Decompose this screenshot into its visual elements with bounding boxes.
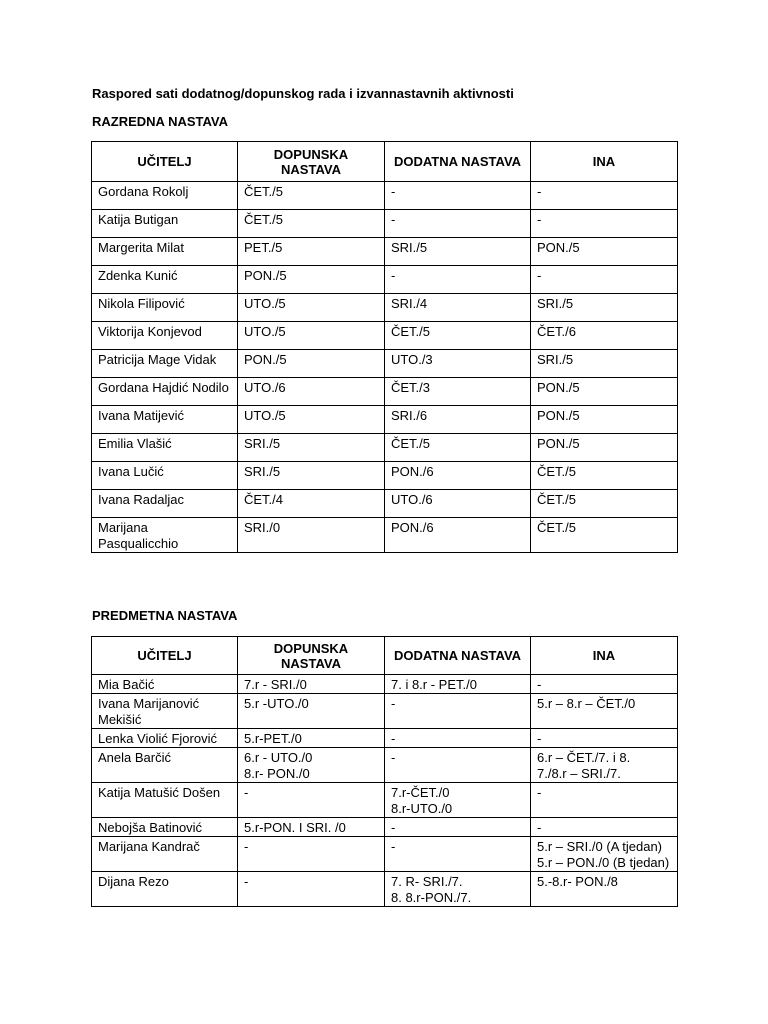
table-body bbox=[92, 675, 678, 907]
cell-dodatna: - bbox=[385, 182, 531, 210]
header-ucitelj: UČITELJ bbox=[92, 142, 238, 182]
section-title-predmetna: PREDMETNA NASTAVA bbox=[92, 608, 238, 623]
cell-ina: - bbox=[531, 266, 678, 294]
cell-ucitelj: Marijana Kandrač bbox=[92, 837, 238, 872]
schedule-table-razredna bbox=[91, 141, 678, 553]
cell-ina: 5.r – SRI./0 (A tjedan) 5.r – PON./0 (B tjedan) bbox=[531, 837, 678, 872]
cell-ina: 6.r – ČET./7. i 8. 7./8.r – SRI./7. bbox=[531, 748, 678, 783]
header-dodatna: DODATNA NASTAVA bbox=[385, 142, 531, 182]
cell-dopunska: ČET./5 bbox=[238, 182, 385, 210]
cell-ucitelj: Ivana Lučić bbox=[92, 462, 238, 490]
cell-dodatna: - bbox=[385, 837, 531, 872]
cell-dopunska: SRI./5 bbox=[238, 434, 385, 462]
table-header-row bbox=[92, 637, 678, 675]
cell-ucitelj: Patricija Mage Vidak bbox=[92, 350, 238, 378]
table-row bbox=[92, 350, 678, 378]
cell-ucitelj: Nikola Filipović bbox=[92, 294, 238, 322]
cell-dodatna: - bbox=[385, 818, 531, 837]
cell-dopunska: UTO./5 bbox=[238, 406, 385, 434]
cell-ina: ČET./5 bbox=[531, 462, 678, 490]
cell-dodatna: ČET./3 bbox=[385, 378, 531, 406]
cell-dopunska: 5.r -UTO./0 bbox=[238, 694, 385, 729]
cell-dopunska: - bbox=[238, 872, 385, 907]
cell-ucitelj: Ivana Matijević bbox=[92, 406, 238, 434]
cell-ucitelj: Gordana Rokolj bbox=[92, 182, 238, 210]
cell-dopunska: PON./5 bbox=[238, 350, 385, 378]
cell-ina: 5.r – 8.r – ČET./0 bbox=[531, 694, 678, 729]
header-dodatna: DODATNA NASTAVA bbox=[385, 637, 531, 675]
cell-ina: - bbox=[531, 675, 678, 694]
cell-ucitelj: Viktorija Konjevod bbox=[92, 322, 238, 350]
cell-ina: - bbox=[531, 783, 678, 818]
cell-ucitelj: Lenka Violić Fjorović bbox=[92, 729, 238, 748]
header-dopunska: DOPUNSKA NASTAVA bbox=[238, 142, 385, 182]
cell-dopunska: - bbox=[238, 837, 385, 872]
cell-ina: - bbox=[531, 182, 678, 210]
cell-ucitelj: Mia Bačić bbox=[92, 675, 238, 694]
cell-dodatna: 7. i 8.r - PET./0 bbox=[385, 675, 531, 694]
schedule-table-predmetna bbox=[91, 636, 678, 907]
header-ina: INA bbox=[531, 142, 678, 182]
table-body bbox=[92, 182, 678, 553]
header-ina: INA bbox=[531, 637, 678, 675]
cell-dopunska: 7.r - SRI./0 bbox=[238, 675, 385, 694]
table-row bbox=[92, 462, 678, 490]
table-row bbox=[92, 837, 678, 872]
table-row bbox=[92, 783, 678, 818]
table-row bbox=[92, 872, 678, 907]
cell-dodatna: SRI./4 bbox=[385, 294, 531, 322]
cell-dodatna: SRI./5 bbox=[385, 238, 531, 266]
cell-dodatna: 7.r-ČET./0 8.r-UTO./0 bbox=[385, 783, 531, 818]
cell-ina: PON./5 bbox=[531, 378, 678, 406]
cell-ucitelj: Nebojša Batinović bbox=[92, 818, 238, 837]
table-row bbox=[92, 238, 678, 266]
cell-ucitelj: Katija Butigan bbox=[92, 210, 238, 238]
table-row bbox=[92, 266, 678, 294]
cell-ina: - bbox=[531, 729, 678, 748]
cell-ucitelj: Ivana Marijanović Mekišić bbox=[92, 694, 238, 729]
cell-dopunska: UTO./5 bbox=[238, 322, 385, 350]
cell-ucitelj: Zdenka Kunić bbox=[92, 266, 238, 294]
table-row bbox=[92, 818, 678, 837]
table-row bbox=[92, 294, 678, 322]
table-row bbox=[92, 434, 678, 462]
cell-dodatna: - bbox=[385, 210, 531, 238]
cell-ucitelj: Ivana Radaljac bbox=[92, 490, 238, 518]
table-row bbox=[92, 729, 678, 748]
cell-ina: PON./5 bbox=[531, 406, 678, 434]
section-title-razredna: RAZREDNA NASTAVA bbox=[92, 114, 229, 129]
table-row bbox=[92, 675, 678, 694]
cell-ina: SRI./5 bbox=[531, 294, 678, 322]
cell-ucitelj: Marijana Pasqualicchio bbox=[92, 518, 238, 553]
cell-dodatna: - bbox=[385, 266, 531, 294]
cell-ina: - bbox=[531, 210, 678, 238]
table-row bbox=[92, 694, 678, 729]
cell-ina: ČET./6 bbox=[531, 322, 678, 350]
cell-ucitelj: Anela Barčić bbox=[92, 748, 238, 783]
cell-dodatna: PON./6 bbox=[385, 518, 531, 553]
cell-ucitelj: Dijana Rezo bbox=[92, 872, 238, 907]
cell-dodatna: - bbox=[385, 694, 531, 729]
cell-ina: ČET./5 bbox=[531, 518, 678, 553]
cell-ucitelj: Gordana Hajdić Nodilo bbox=[92, 378, 238, 406]
table-header-row bbox=[92, 142, 678, 182]
table-row bbox=[92, 378, 678, 406]
cell-dodatna: 7. R- SRI./7. 8. 8.r-PON./7. bbox=[385, 872, 531, 907]
cell-ucitelj: Margerita Milat bbox=[92, 238, 238, 266]
cell-dopunska: ČET./4 bbox=[238, 490, 385, 518]
table-row bbox=[92, 406, 678, 434]
cell-dodatna: - bbox=[385, 748, 531, 783]
cell-ina: PON./5 bbox=[531, 238, 678, 266]
table-row bbox=[92, 490, 678, 518]
cell-dodatna: ČET./5 bbox=[385, 322, 531, 350]
cell-ina: SRI./5 bbox=[531, 350, 678, 378]
cell-dopunska: 6.r - UTO./0 8.r- PON./0 bbox=[238, 748, 385, 783]
cell-dopunska: 5.r-PON. I SRI. /0 bbox=[238, 818, 385, 837]
cell-ina: 5.-8.r- PON./8 bbox=[531, 872, 678, 907]
cell-dodatna: UTO./3 bbox=[385, 350, 531, 378]
table-row bbox=[92, 322, 678, 350]
cell-ina: ČET./5 bbox=[531, 490, 678, 518]
cell-dopunska: - bbox=[238, 783, 385, 818]
cell-dodatna: ČET./5 bbox=[385, 434, 531, 462]
table-row bbox=[92, 210, 678, 238]
cell-dopunska: 5.r-PET./0 bbox=[238, 729, 385, 748]
cell-ucitelj: Emilia Vlašić bbox=[92, 434, 238, 462]
cell-ina: PON./5 bbox=[531, 434, 678, 462]
cell-dopunska: UTO./5 bbox=[238, 294, 385, 322]
table-row bbox=[92, 748, 678, 783]
header-ucitelj: UČITELJ bbox=[92, 637, 238, 675]
header-dopunska: DOPUNSKA NASTAVA bbox=[238, 637, 385, 675]
cell-dopunska: PET./5 bbox=[238, 238, 385, 266]
cell-dodatna: PON./6 bbox=[385, 462, 531, 490]
cell-dopunska: ČET./5 bbox=[238, 210, 385, 238]
cell-ucitelj: Katija Matušić Došen bbox=[92, 783, 238, 818]
cell-dodatna: SRI./6 bbox=[385, 406, 531, 434]
cell-dopunska: UTO./6 bbox=[238, 378, 385, 406]
cell-dopunska: SRI./5 bbox=[238, 462, 385, 490]
cell-dopunska: SRI./0 bbox=[238, 518, 385, 553]
table-row bbox=[92, 518, 678, 553]
cell-dodatna: UTO./6 bbox=[385, 490, 531, 518]
cell-dopunska: PON./5 bbox=[238, 266, 385, 294]
cell-dodatna: - bbox=[385, 729, 531, 748]
cell-ina: - bbox=[531, 818, 678, 837]
document-title: Raspored sati dodatnog/dopunskog rada i izvannastavnih aktivnosti bbox=[92, 86, 514, 101]
table-row bbox=[92, 182, 678, 210]
